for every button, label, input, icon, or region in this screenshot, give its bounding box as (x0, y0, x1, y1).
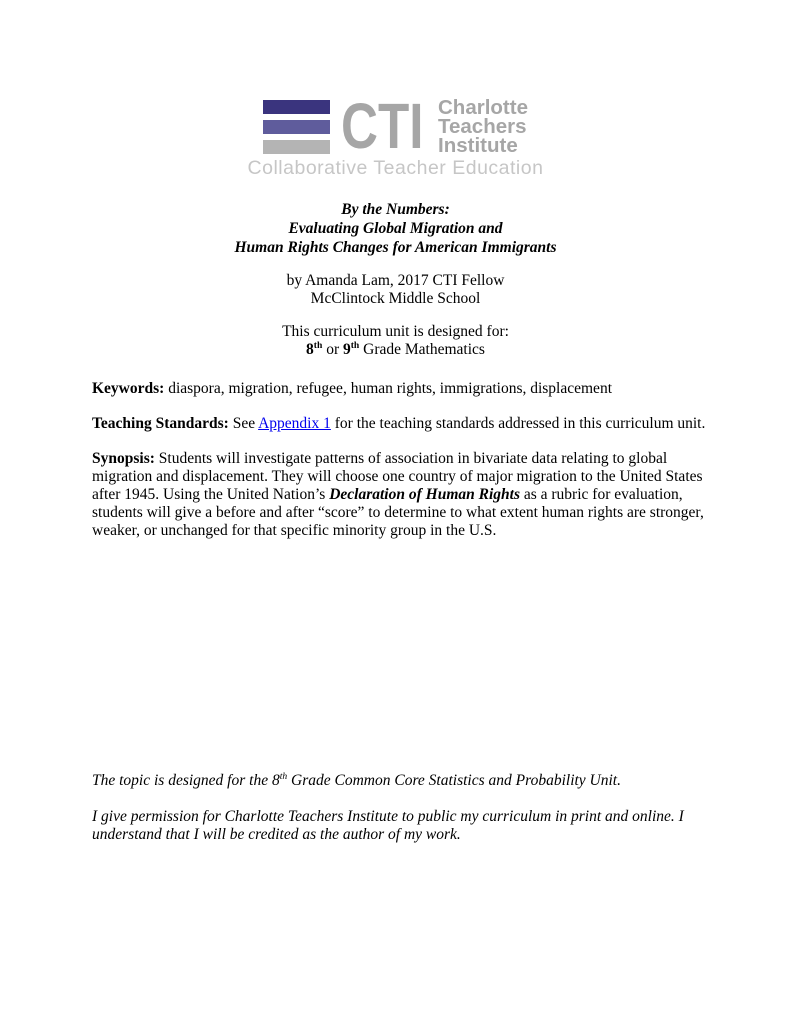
teaching-standards-text-before: See (228, 415, 259, 432)
topic-note-text-after: Grade Common Core Statistics and Probability Unit. (287, 772, 621, 789)
grade-8: 8 (306, 341, 314, 358)
grade-subject: Grade Mathematics (359, 341, 485, 358)
teaching-standards-paragraph (92, 415, 706, 433)
designed-for-intro: This curriculum unit is designed for: (282, 323, 509, 340)
unit-title (0, 200, 791, 257)
logo-acronym-box (341, 90, 429, 162)
topic-note (92, 772, 706, 790)
synopsis-paragraph (92, 450, 706, 540)
permission-note: I give permission for Charlotte Teachers Institute to public my curriculum in print and online. I understand that I will be credited as the author of my work. (92, 808, 684, 843)
byline-school: McClintock Middle School (310, 290, 481, 307)
topic-note-superscript: th (279, 770, 288, 782)
synopsis-text-before: Students will investigate patterns of association in bivariate data relating to global migration and displacement. They will choose one country of major migration to the United States after 1945. Using the United Nation’s (92, 450, 703, 503)
logo-bar-bottom (263, 140, 330, 154)
logo-name-line: Institute (438, 134, 518, 157)
keywords-label: Keywords: (92, 380, 165, 397)
footer-notes (0, 772, 791, 844)
logo-acronym: CTI (341, 90, 424, 162)
logo-bars-icon (263, 100, 330, 154)
keywords-paragraph (92, 380, 706, 398)
cti-logo (0, 90, 791, 179)
teaching-standards-text-after: for the teaching standards addressed in this curriculum unit. (330, 415, 706, 432)
keywords-text: diaspora, migration, refugee, human rights, immigrations, displacement (164, 380, 612, 397)
byline-author: by Amanda Lam, 2017 CTI Fellow (286, 272, 505, 289)
logo-name-line: Charlotte (438, 96, 528, 119)
grade-9: 9 (342, 341, 351, 358)
topic-note-text-before: The topic is designed for the 8 (92, 772, 280, 789)
logo-tagline: Collaborative Teacher Education (247, 157, 544, 179)
logo-bar-top (263, 100, 330, 114)
logo-row (263, 90, 528, 162)
designed-for (0, 323, 791, 359)
grade-8-superscript: th (313, 339, 323, 351)
grade-conjunction: or (322, 341, 343, 358)
title-line-3: Human Rights Changes for American Immigrants (234, 239, 557, 256)
designed-for-grades (0, 341, 791, 359)
teaching-standards-label: Teaching Standards: (92, 415, 229, 432)
logo-bar-middle (263, 120, 330, 134)
synopsis-text-after: as a rubric for evaluation, students will give a before and after “score” to determine to what extent human rights are stronger, weaker, or unchanged for that specific minority group in the U.S. (92, 486, 704, 539)
synopsis-declaration-title: Declaration of Human Rights (329, 486, 520, 503)
logo-name (438, 98, 528, 155)
synopsis-label: Synopsis: (92, 450, 155, 467)
grade-9-superscript: th (350, 339, 360, 351)
appendix-1-link[interactable]: Appendix 1 (258, 415, 331, 432)
logo-name-line: Teachers (438, 115, 527, 138)
byline (0, 272, 791, 308)
title-line-2: Evaluating Global Migration and (288, 220, 503, 237)
title-line-1: By the Numbers: (341, 201, 450, 218)
